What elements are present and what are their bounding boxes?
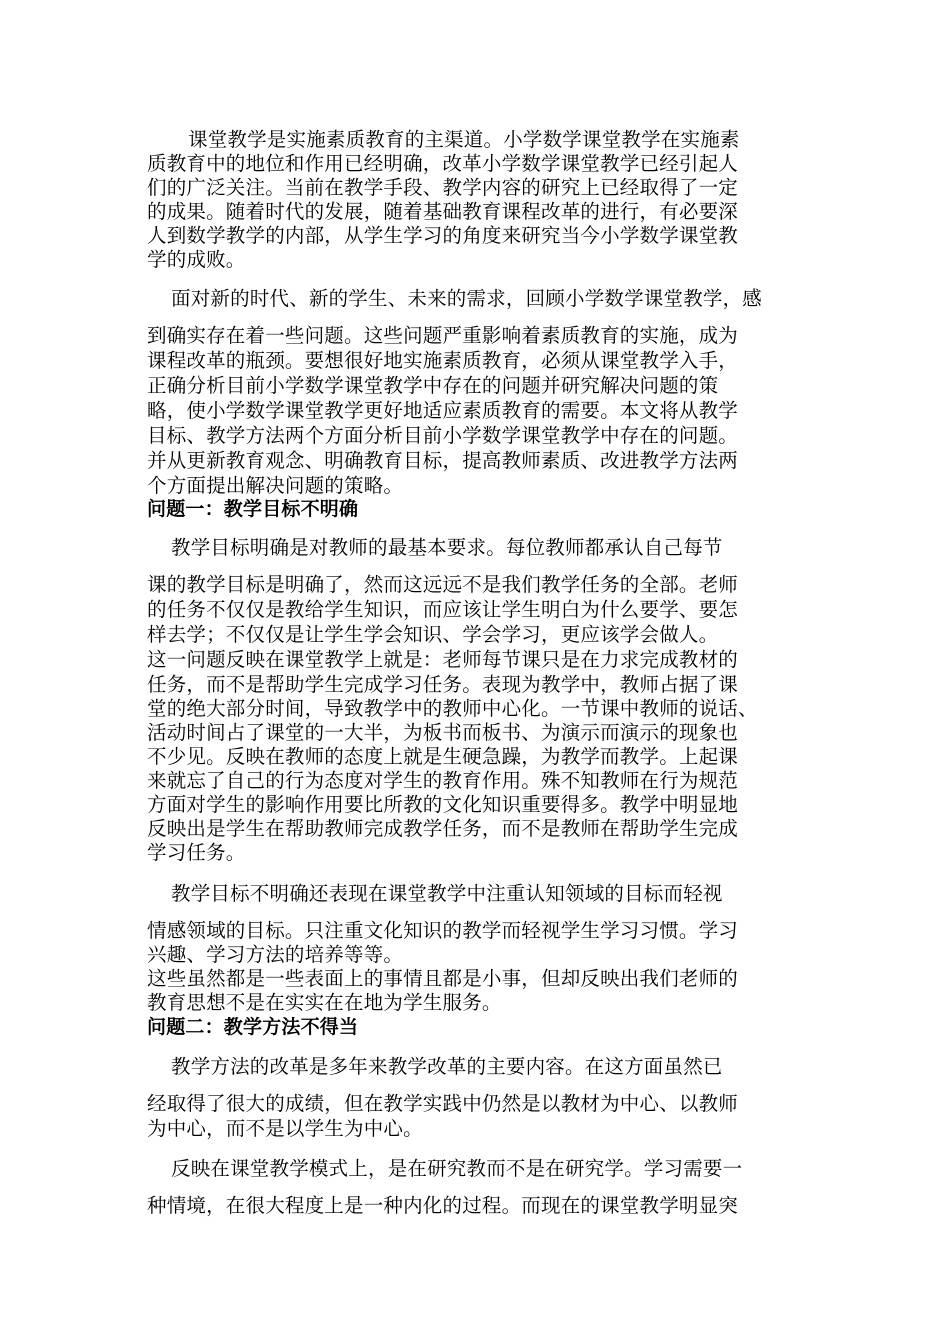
paragraph-line: 样去学；不仅仅是让学生学会知识、学会学习，更应该学会做人。 <box>147 623 719 646</box>
paragraph-line: 兴趣、学习方法的培养等等。 <box>147 943 404 966</box>
paragraph-line: 为中心，而不是以学生为中心。 <box>147 1117 423 1140</box>
paragraph-line: 方面对学生的影响作用要比所教的文化知识重要得多。教学中明显地 <box>147 793 739 816</box>
paragraph-line: 并从更新教育观念、明确教育目标，提高教师素质、改进教学方法两 <box>147 449 739 472</box>
paragraph-line: 种情境，在很大程度上是一种内化的过程。而现在的课堂教学明显突 <box>147 1194 739 1217</box>
paragraph-line: 的成果。随着时代的发展，随着基础教育课程改革的进行，有必要深 <box>147 200 739 223</box>
paragraph-line: 活动时间占了课堂的一大半，为板书而板书、为演示而演示的现象也 <box>147 721 739 744</box>
paragraph-line: 反映出是学生在帮助教师完成教学任务，而不是教师在帮助学生完成 <box>147 817 739 840</box>
paragraph-line: 正确分析目前小学数学课堂教学中存在的问题并研究解决问题的策 <box>147 374 719 397</box>
paragraph-line: 反映在课堂教学模式上，是在研究教而不是在研究学。学习需要一 <box>171 1157 743 1180</box>
paragraph-line: 任务，而不是帮助学生完成学习任务。表现为教学中，教师占据了课 <box>147 673 739 696</box>
paragraph-line: 教学方法的改革是多年来教学改革的主要内容。在这方面虽然已 <box>171 1055 723 1078</box>
paragraph-line: 课的教学目标是明确了，然而这远远不是我们教学任务的全部。老师 <box>147 573 739 596</box>
paragraph-line: 学习任务。 <box>147 841 246 864</box>
paragraph-line: 经取得了很大的成绩，但在教学实践中仍然是以教材为中心、以教师 <box>147 1092 739 1115</box>
paragraph-line: 教学目标明确是对教师的最基本要求。每位教师都承认自己每节 <box>171 536 723 559</box>
paragraph-line: 堂的绝大部分时间，导致教学中的教师中心化。一节课中教师的说话、 <box>147 697 758 720</box>
paragraph-line: 目标、教学方法两个方面分析目前小学数学课堂教学中存在的问题。 <box>147 424 739 447</box>
section-heading: 问题二：教学方法不得当 <box>147 1016 359 1038</box>
paragraph-line: 来就忘了自己的行为态度对学生的教育作用。殊不知教师在行为规范 <box>147 769 739 792</box>
paragraph-line: 课堂教学是实施素质教育的主渠道。小学数学课堂教学在实施素 <box>188 128 740 151</box>
paragraph-line: 这些虽然都是一些表面上的事情且都是小事，但却反映出我们老师的 <box>147 967 739 990</box>
paragraph-line: 到确实存在着一些问题。这些问题严重影响着素质教育的实施，成为 <box>147 324 739 347</box>
paragraph-line: 略，使小学数学课堂教学更好地适应素质教育的需要。本文将从教学 <box>147 399 739 422</box>
paragraph-line: 教育思想不是在实实在在地为学生服务。 <box>147 991 502 1014</box>
paragraph-line: 的任务不仅仅是教给学生知识，而应该让学生明白为什么要学、要怎 <box>147 598 739 621</box>
paragraph-line: 教学目标不明确还表现在课堂教学中注重认知领域的目标而轻视 <box>171 882 723 905</box>
paragraph-line: 情感领域的目标。只注重文化知识的教学而轻视学生学习习惯。学习 <box>147 919 739 942</box>
paragraph-line: 们的广泛关注。当前在教学手段、教学内容的研究上已经取得了一定 <box>147 176 739 199</box>
paragraph-line: 人到数学教学的内部，从学生学习的角度来研究当今小学数学课堂教 <box>147 224 739 247</box>
paragraph-line: 不少见。反映在教师的态度上就是生硬急躁，为教学而教学。上起课 <box>147 745 739 768</box>
section-heading: 问题一：教学目标不明确 <box>147 498 359 520</box>
paragraph-line: 学的成败。 <box>147 248 246 271</box>
paragraph-line: 这一问题反映在课堂教学上就是：老师每节课只是在力求完成教材的 <box>147 648 739 671</box>
paragraph-line: 质教育中的地位和作用已经明确，改革小学数学课堂教学已经引起人 <box>147 152 739 175</box>
paragraph-line: 课程改革的瓶颈。要想很好地实施素质教育，必须从课堂教学入手， <box>147 349 739 372</box>
paragraph-line: 个方面提出解决问题的策略。 <box>147 474 404 497</box>
paragraph-line: 面对新的时代、新的学生、未来的需求，回顾小学数学课堂教学，感 <box>171 287 763 310</box>
